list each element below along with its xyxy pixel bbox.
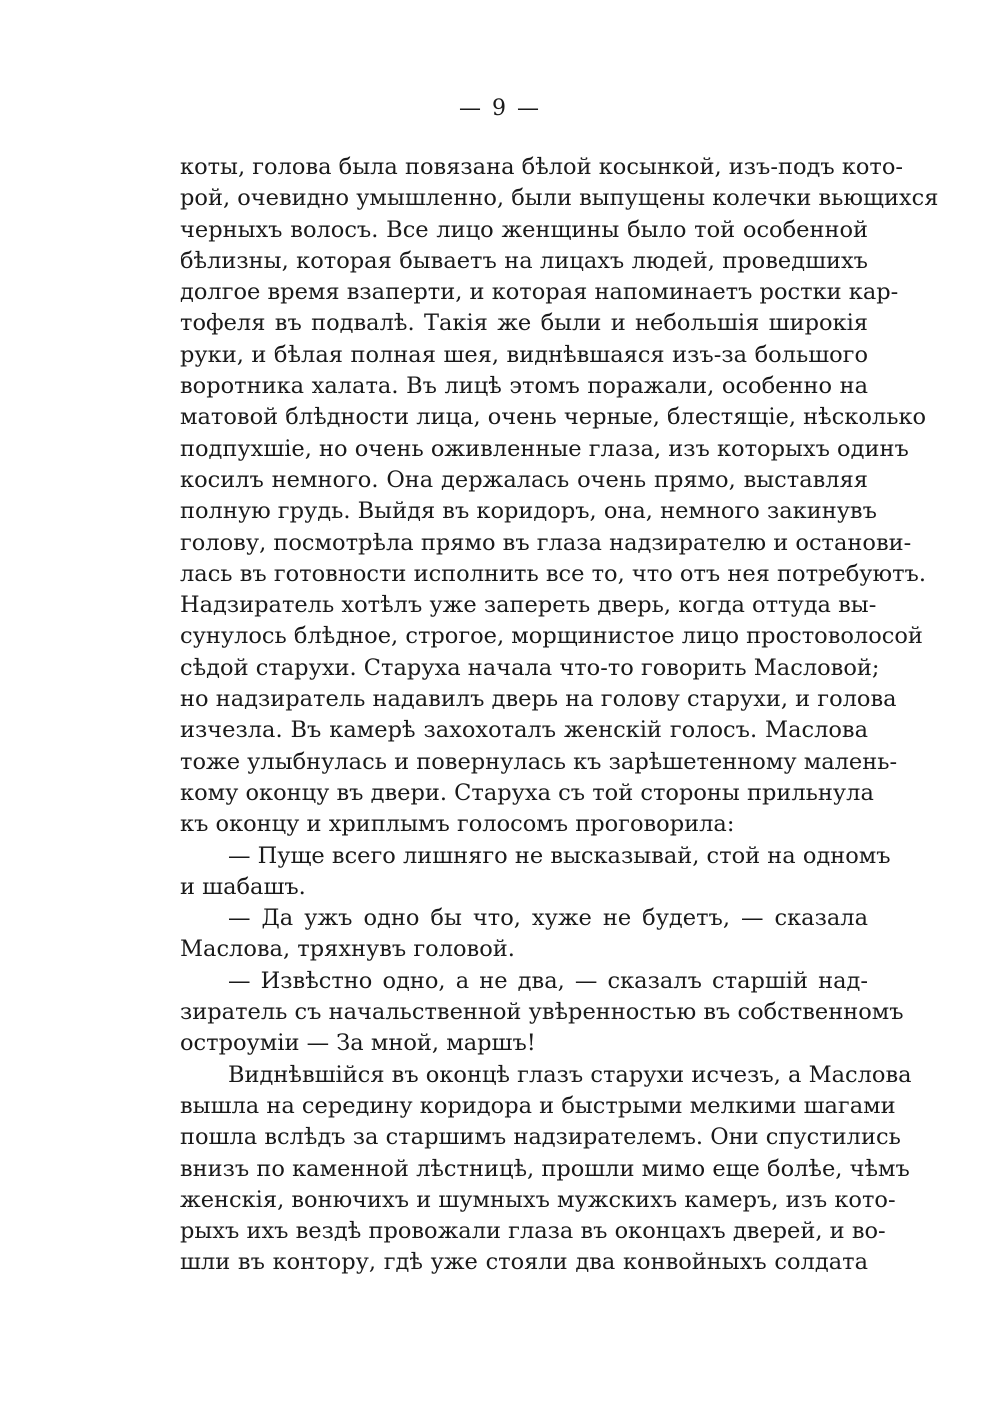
text-line: косилъ немного. Она держалась очень прямо, выставляя — [180, 466, 868, 493]
text-line: сунулось блѣдное, строгое, морщинистое лицо простоволосой — [180, 623, 923, 650]
text-line: рой, очевидно умышленно, были выпущены колечки вьющихся — [180, 185, 939, 212]
text-line: Надзиратель хотѣлъ уже запереть дверь, когда оттуда вы- — [180, 592, 877, 619]
text-line: матовой блѣдности лица, очень черные, блестящіе, нѣсколько — [180, 404, 927, 431]
text-line: кому оконцу въ двери. Старуха съ той стороны прильнула — [180, 779, 874, 806]
text-line: тоже улыбнулась и повернулась къ зарѣшетенному малень- — [180, 748, 898, 775]
text-line: долгое время взаперти, и которая напоминаетъ ростки кар- — [180, 279, 899, 306]
text-line: шли въ контору, гдѣ уже стояли два конвойныхъ солдата — [180, 1249, 868, 1276]
body-text — [180, 152, 939, 1279]
text-line: внизъ по каменной лѣстницѣ, прошли мимо еще болѣе, чѣмъ — [180, 1155, 910, 1182]
dialogue-line: — Пуще всего лишняго не высказывай, стой на одномъ — [228, 842, 891, 869]
text-line: но надзиратель надавилъ дверь на голову старухи, и голова — [180, 686, 897, 713]
text-line: къ оконцу и хриплымъ голосомъ проговорила: — [180, 811, 735, 838]
text-line: сѣдой старухи. Старуха начала что-то говорить Масловой; — [180, 654, 880, 681]
text-line: рыхъ ихъ вездѣ провожали глаза въ оконцахъ дверей, и во- — [180, 1218, 886, 1245]
dialogue-line: — Да ужъ одно бы что, хуже не будетъ, — сказала — [228, 905, 868, 932]
page-number: — 9 — — [459, 96, 541, 121]
text-line: подпухшіе, но очень оживленные глаза, изъ которыхъ одинъ — [180, 435, 909, 462]
text-line: черныхъ волосъ. Все лицо женщины было той особенной — [180, 216, 868, 243]
text-line: голову, посмотрѣла прямо въ глаза надзирателю и останови- — [180, 529, 912, 556]
text-line: Маслова, тряхнувъ головой. — [180, 936, 515, 963]
text-line: лась въ готовности исполнить все то, что отъ нея потребуютъ. — [180, 560, 927, 587]
text-line: полную грудь. Выйдя въ коридоръ, она, немного закинувъ — [180, 498, 877, 525]
dialogue-line: — Извѣстно одно, а не два, — сказалъ старшій над- — [228, 967, 868, 994]
text-line: коты, голова была повязана бѣлой косынкой, изъ-подъ кото- — [180, 154, 904, 180]
text-line: и шабашъ. — [180, 873, 306, 900]
text-line: бѣлизны, которая бываетъ на лицахъ людей, проведшихъ — [180, 247, 868, 274]
text-line: зиратель съ начальственной увѣренностью въ собственномъ — [180, 999, 904, 1026]
text-line: тофеля въ подвалѣ. Такія же были и небольшія широкія — [180, 310, 868, 337]
text-line: изчезла. Въ камерѣ захохоталъ женскій голосъ. Маслова — [180, 717, 868, 744]
text-line: вышла на середину коридора и быстрыми мелкими шагами — [180, 1092, 896, 1119]
text-line: руки, и бѣлая полная шея, виднѣвшаяся изъ-за большого — [180, 341, 868, 368]
text-line: женскія, вонючихъ и шумныхъ мужскихъ камеръ, изъ кото- — [180, 1186, 896, 1213]
paragraph-line: Виднѣвшійся въ оконцѣ глазъ старухи исчезъ, а Маслова — [228, 1061, 912, 1088]
text-line: пошла вслѣдъ за старшимъ надзирателемъ. Они спустились — [180, 1124, 901, 1151]
text-line: воротника халата. Въ лицѣ этомъ поражали, особенно на — [180, 373, 868, 400]
text-line: остроуміи — За мной, маршъ! — [180, 1030, 536, 1057]
